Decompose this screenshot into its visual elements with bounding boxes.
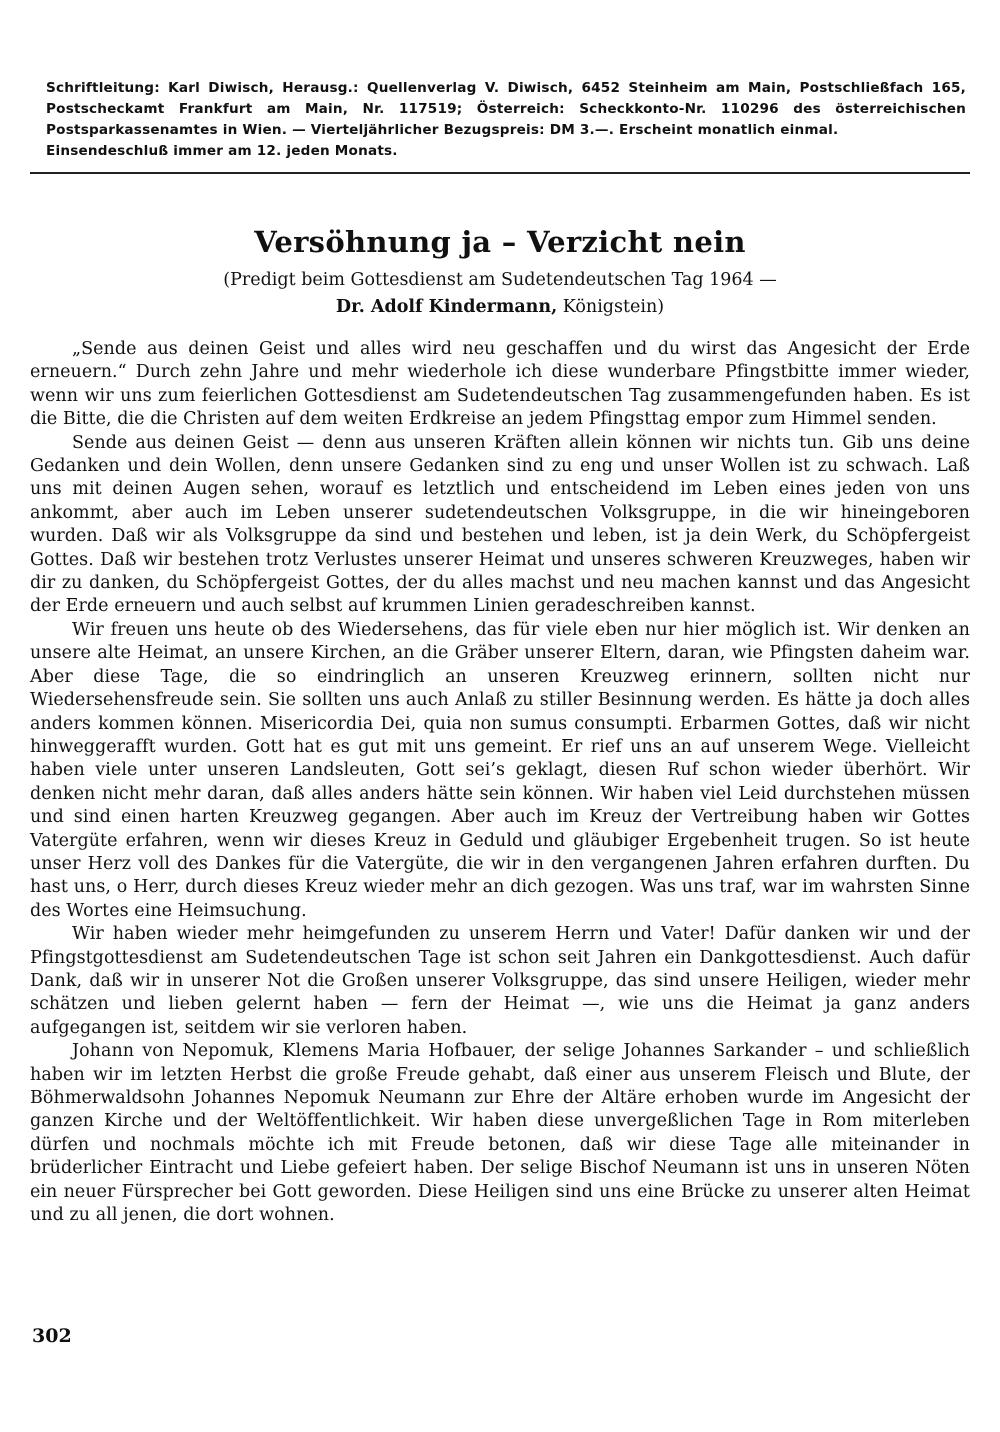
article-body	[30, 338, 970, 1227]
masthead	[46, 78, 966, 162]
article-author-line	[0, 295, 1000, 320]
article-subtitle: (Predigt beim Gottesdienst am Sudetendeutschen Tag 1964 —	[223, 270, 777, 290]
article-title: Versöhnung ja – Verzicht nein	[254, 225, 746, 259]
article-author: Dr. Adolf Kindermann,	[335, 297, 558, 317]
masthead-publisher-info: Schriftleitung: Karl Diwisch, Herausg.: Quellenverlag V. Diwisch, 6452 Steinheim am Main, Postschließfach 165, Postscheckamt Frankfurt am Main, Nr. 117519; Österreich: Scheckkonto-Nr. 110296 des österreichischen Postsparkassenamtes in Wien. — Vierteljährlicher Bezugspreis: DM 3.—. Erscheint monatlich einmal.	[46, 80, 966, 138]
paragraph-5: Johann von Nepomuk, Klemens Maria Hofbauer, der selige Johannes Sarkander – und schließlich haben wir im letzten Herbst die große Freude gehabt, daß einer aus unserem Fleisch und Blute, der Böhmerwaldsohn Johannes Nepomuk Neumann zur Ehre der Altäre erhoben wurde im Angesicht der ganzen Kirche und der Weltöffentlichkeit. Wir haben diese unvergeßlichen Tage in Rom miterleben dürfen und nochmals möchte ich mit Freude betonen, daß wir diese Tage alle miteinander in brüderlicher Eintracht und Liebe gefeiert haben. Der selige Bischof Neumann ist uns in unseren Nöten ein neuer Fürsprecher bei Gott geworden. Diese Heiligen sind uns eine Brücke zu unserer alten Heimat und zu all jenen, die dort wohnen.	[30, 1041, 970, 1226]
paragraph-4: Wir haben wieder mehr heimgefunden zu unserem Herrn und Vater! Dafür danken wir und der Pfingstgottesdienst am Sudetendeutschen Tage ist schon seit Jahren ein Dankgottesdienst. Auch dafür Dank, daß wir in unserer Not die Großen unserer Volksgruppe, das sind unsere Heiligen, wieder mehr schätzen und lieben gelernt haben — fern der Heimat —, wie uns die Heimat ja ganz anders aufgegangen ist, seitdem wir sie verloren haben.	[30, 924, 970, 1038]
paragraph-2: Sende aus deinen Geist — denn aus unseren Kräften allein können wir nichts tun. Gib uns deine Gedanken und dein Wollen, denn unsere Gedanken sind zu eng und unser Wollen ist zu schwach. Laß uns mit deinen Augen sehen, worauf es letztlich und entscheidend im Leben eines jeden von uns ankommt, aber auch im Leben unserer sudetendeutschen Volksgruppe, in die wir hineingeboren wurden. Daß wir als Volksgruppe da sind und bestehen und leben, ist ja dein Werk, du Schöpfergeist Gottes. Daß wir bestehen trotz Verlustes unserer Heimat und unseres schweren Kreuzweges, haben wir dir zu danken, du Schöpfergeist Gottes, der du alles machst und neu machen kannst und das Angesicht der Erde erneuern und auch selbst auf krummen Linien geradeschreiben kannst.	[30, 432, 970, 617]
paragraph-1: „Sende aus deinen Geist und alles wird neu geschaffen und du wirst das Angesicht der Erde erneuern.“ Durch zehn Jahre und mehr wiederhole ich diese wunderbare Pfingstbitte immer wieder, wenn wir uns zum feierlichen Gottesdienst am Sudetendeutschen Tag zusammengefunden haben. Es ist die Bitte, die die Christen auf dem weiten Erdkreise an jedem Pfingsttag empor zum Himmel senden.	[30, 339, 970, 430]
masthead-deadline: Einsendeschluß immer am 12. jeden Monats.	[46, 143, 398, 159]
paragraph-3: Wir freuen uns heute ob des Wiedersehens, das für viele eben nur hier möglich ist. Wir denken an unsere alte Heimat, an unsere Kirchen, an die Gräber unserer Eltern, daran, wie Pfingsten daheim war. Aber diese Tage, die so eindringlich an unseren Kreuzweg erinnern, sollten nicht nur Wiedersehensfreude sein. Sie sollten uns auch Anlaß zu stiller Besinnung werden. Es hätte ja doch alles anders kommen können. Misericordia Dei, quia non sumus consumpti. Erbarmen Gottes, daß wir nicht hinweggerafft wurden. Gott hat es gut mit uns gemeint. Er rief uns an auf unserem Wege. Vielleicht haben viele unter unseren Landsleuten, Gott sei’s geklagt, diesen Ruf schon wieder überhört. Wir denken nicht mehr daran, daß alles anders hätte sein können. Wir haben viel Leid durchstehen müssen und sind einen harten Kreuzweg gegangen. Aber auch im Kreuz der Vertreibung haben wir Gottes Vatergüte erfahren, wenn wir dieses Kreuz in Geduld und gläubiger Ergebenheit trugen. So ist heute unser Herz voll des Dankes für die Vatergüte, die wir in den vergangenen Jahren erfahren durften. Du hast uns, o Herr, durch dieses Kreuz wieder mehr an dich gezogen. Was uns traf, war im wahrsten Sinne des Wortes eine Heimsuchung.	[30, 619, 970, 921]
header-rule	[30, 172, 970, 174]
page-number: 302	[32, 1325, 72, 1347]
article-author-place: Königstein)	[562, 297, 665, 317]
